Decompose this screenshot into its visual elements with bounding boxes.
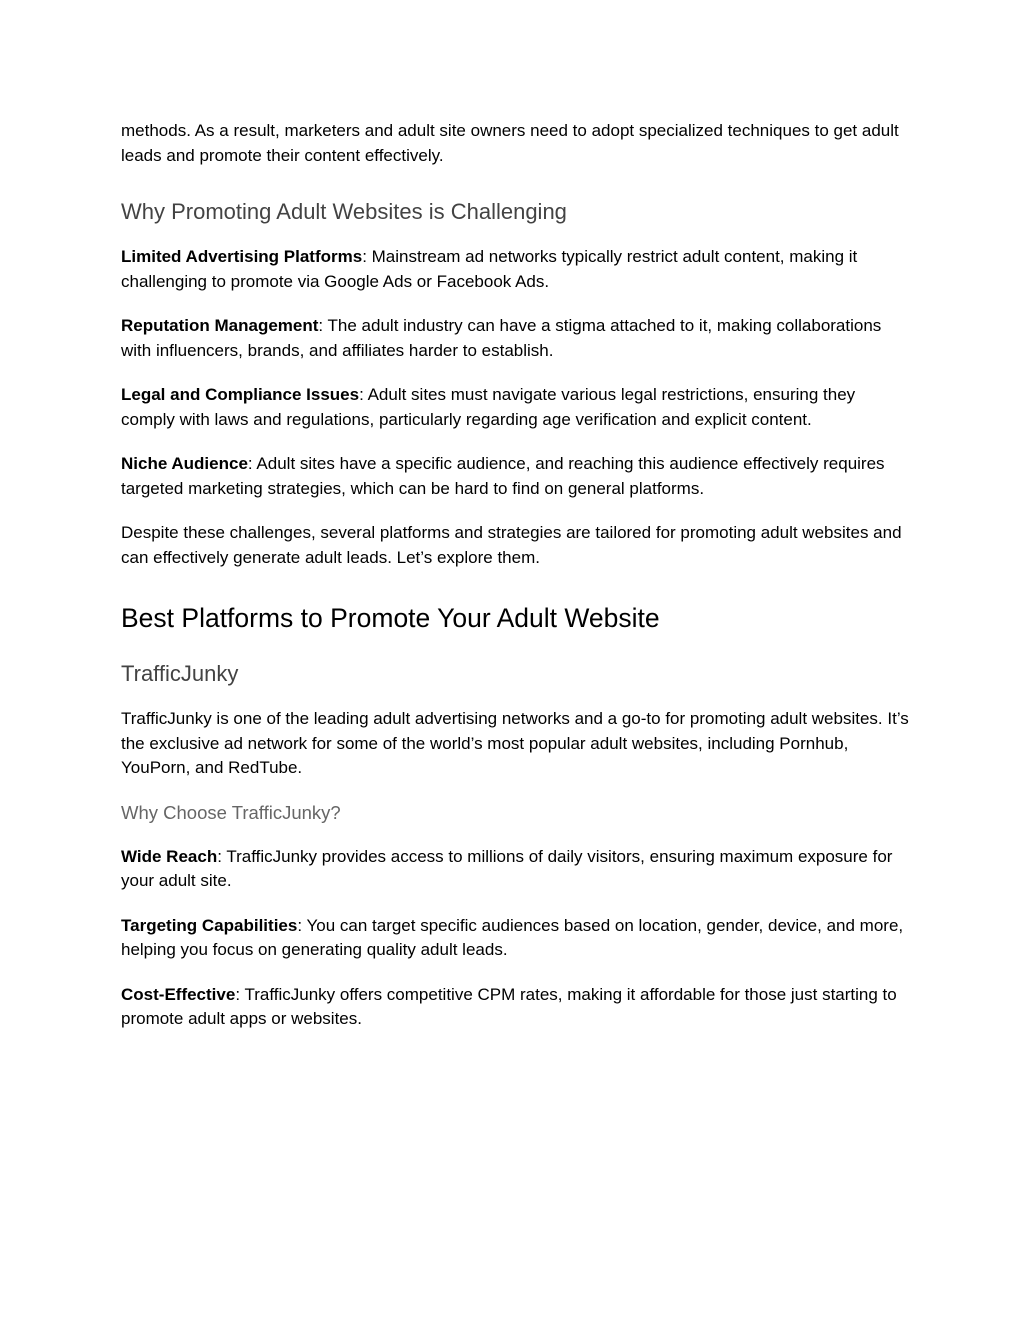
challenge-text: : Adult sites have a specific audience, and reaching this audience effectively requires targeted marketing strategies, which can be hard to find on general platforms.: [121, 454, 885, 498]
intro-paragraph: methods. As a result, marketers and adult site owners need to adopt specialized techniques to get adult leads and promote their content effectively.: [121, 121, 899, 165]
challenges-closing-paragraph: Despite these challenges, several platforms and strategies are tailored for promoting adult websites and can effectively generate adult leads. Let’s explore them.: [121, 523, 902, 567]
document-page: [121, 119, 911, 1032]
challenge-text: : Mainstream ad networks typically restrict adult content, making it challenging to promote via Google Ads or Facebook Ads.: [121, 247, 858, 291]
challenge-term: Limited Advertising Platforms: [121, 247, 363, 266]
why-choose-heading: Why Choose TrafficJunky?: [121, 801, 341, 823]
benefit-term: Targeting Capabilities: [121, 915, 298, 935]
challenge-item: [121, 452, 911, 501]
challenge-term: Legal and Compliance Issues: [121, 385, 360, 404]
benefit-item: [121, 914, 911, 963]
benefit-text: : TrafficJunky provides access to millions of daily visitors, ensuring maximum exposure for your adult site.: [121, 846, 893, 890]
benefit-text: : You can target specific audiences based on location, gender, device, and more, helping you focus on generating quality adult leads.: [121, 915, 904, 959]
benefit-term: Wide Reach: [121, 846, 218, 866]
benefit-item: [121, 845, 911, 894]
challenge-item: [121, 383, 911, 432]
challenges-heading: Why Promoting Adult Websites is Challenging: [121, 199, 567, 224]
challenge-term: Niche Audience: [121, 454, 248, 473]
benefit-text: : TrafficJunky offers competitive CPM rates, making it affordable for those just starting to promote adult apps or websites.: [121, 984, 897, 1028]
challenge-term: Reputation Management: [121, 316, 319, 335]
challenge-text: : Adult sites must navigate various legal restrictions, ensuring they comply with laws and regulations, particularly regarding age verification and explicit content.: [121, 385, 856, 429]
benefit-term: Cost-Effective: [121, 984, 236, 1004]
challenge-item: [121, 245, 911, 294]
benefit-item: [121, 983, 911, 1032]
platforms-heading: Best Platforms to Promote Your Adult Website: [121, 603, 660, 633]
challenge-text: : The adult industry can have a stigma attached to it, making collaborations with influencers, brands, and affiliates harder to establish.: [121, 316, 882, 360]
trafficjunky-description: TrafficJunky is one of the leading adult advertising networks and a go-to for promoting adult websites. It’s the exclusive ad network for some of the world’s most popular adult websites, including Pornhub, YouPorn, and RedTube.: [121, 709, 909, 777]
trafficjunky-heading: TrafficJunky: [121, 661, 239, 686]
challenge-item: [121, 314, 911, 363]
